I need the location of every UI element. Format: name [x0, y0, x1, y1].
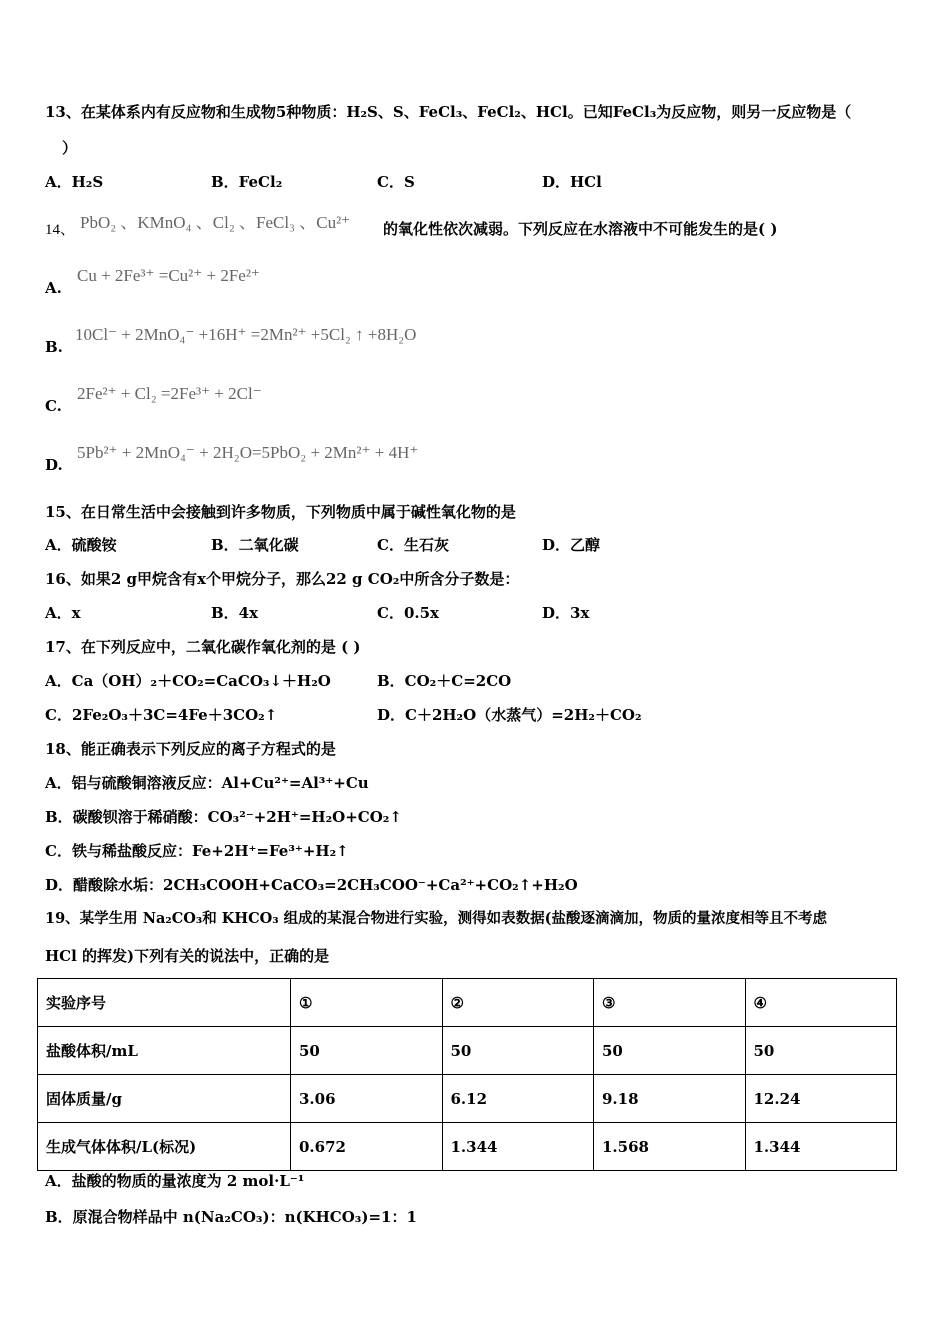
q15-option-d[interactable]: D．乙醇: [542, 536, 601, 554]
q18-option-d[interactable]: D．醋酸除水垢：2CH₃COOH+CaCO₃=2CH₃COO⁻+Ca²⁺+CO₂↑+H₂O: [45, 876, 578, 894]
q18-stem: 18、能正确表示下列反应的离子方程式的是: [45, 740, 336, 758]
table-cell: 3.06: [291, 1075, 443, 1123]
q17-option-b[interactable]: B．CO₂＋C=2CO: [377, 672, 512, 690]
q14-option-b-label[interactable]: B.: [45, 338, 63, 356]
q19-option-b[interactable]: B．原混合物样品中 n(Na₂CO₃)：n(KHCO₃)=1：1: [45, 1208, 417, 1226]
table-cell: ④: [745, 979, 897, 1027]
q13-stem-end: ）: [62, 139, 78, 157]
q16-option-a[interactable]: A．x: [45, 604, 81, 622]
q17-option-a[interactable]: A．Ca（OH）₂＋CO₂=CaCO₃↓＋H₂O: [45, 672, 331, 690]
table-cell: 0.672: [291, 1123, 443, 1171]
q14-option-d-equation: 5Pb²⁺ + 2MnO₄⁻ + 2H₂O=5PbO₂ + 2Mn²⁺ + 4H⁺: [77, 443, 419, 462]
table-cell: 50: [594, 1027, 746, 1075]
q18-option-c[interactable]: C．铁与稀盐酸反应：Fe+2H⁺=Fe³⁺+H₂↑: [45, 842, 349, 860]
table-row: [38, 1075, 897, 1123]
q16-option-c[interactable]: C．0.5x: [377, 604, 439, 622]
table-row: [38, 1123, 897, 1171]
q14-stem: 的氧化性依次减弱。下列反应在水溶液中不可能发生的是( ): [383, 220, 778, 238]
q14-option-c-equation: 2Fe²⁺ + Cl₂ =2Fe³⁺ + 2Cl⁻: [77, 384, 262, 403]
q14-option-a-equation: Cu + 2Fe³⁺ =Cu²⁺ + 2Fe²⁺: [77, 266, 260, 285]
q18-option-b[interactable]: B．碳酸钡溶于稀硝酸：CO₃²⁻+2H⁺=H₂O+CO₂↑: [45, 808, 402, 826]
table-cell: 12.24: [745, 1075, 897, 1123]
q17-option-c[interactable]: C．2Fe₂O₃＋3C=4Fe＋3CO₂↑: [45, 706, 278, 724]
q19-stem-line2: HCl 的挥发)下列有关的说法中，正确的是: [45, 947, 330, 965]
table-cell: 1.344: [745, 1123, 897, 1171]
table-row: [38, 1027, 897, 1075]
q16-option-b[interactable]: B．4x: [211, 604, 259, 622]
table-cell: 6.12: [442, 1075, 594, 1123]
q13-stem: 13、在某体系内有反应物和生成物5种物质：H₂S、S、FeCl₃、FeCl₂、HCl。已知FeCl₃为反应物，则另一反应物是（: [45, 103, 852, 121]
q16-stem: 16、如果2 g甲烷含有x个甲烷分子，那么22 g CO₂中所含分子数是：: [45, 570, 520, 588]
q19-option-a[interactable]: A．盐酸的物质的量浓度为 2 mol·L⁻¹: [45, 1172, 305, 1190]
q19-stem-line1: 19、某学生用 Na₂CO₃和 KHCO₃ 组成的某混合物进行实验，测得如表数据(盐酸逐滴滴加，物质的量浓度相等且不考虑: [45, 910, 828, 927]
table-row: [38, 979, 897, 1027]
table-cell: 1.568: [594, 1123, 746, 1171]
table-cell: 固体质量/g: [38, 1075, 291, 1123]
q15-option-a[interactable]: A．硫酸铵: [45, 536, 117, 554]
table-cell: 盐酸体积/mL: [38, 1027, 291, 1075]
q15-option-b[interactable]: B．二氧化碳: [211, 536, 299, 554]
q17-option-d[interactable]: D．C＋2H₂O（水蒸气）=2H₂＋CO₂: [377, 706, 642, 724]
q17-stem: 17、在下列反应中，二氧化碳作氧化剂的是 ( ): [45, 638, 361, 656]
q19-data-table: [37, 978, 897, 1171]
q14-option-a-label[interactable]: A.: [45, 279, 62, 297]
q18-option-a[interactable]: A．铝与硫酸铜溶液反应：Al+Cu²⁺=Al³⁺+Cu: [45, 774, 369, 792]
q14-option-c-label[interactable]: C.: [45, 397, 62, 415]
q13-option-c[interactable]: C．S: [377, 173, 415, 191]
q13-option-d[interactable]: D．HCl: [542, 173, 602, 191]
table-cell: ③: [594, 979, 746, 1027]
table-cell: 实验序号: [38, 979, 291, 1027]
q15-option-c[interactable]: C．生石灰: [377, 536, 449, 554]
q14-option-b-equation: 10Cl⁻ + 2MnO₄⁻ +16H⁺ =2Mn²⁺ +5Cl₂ ↑ +8H₂O: [75, 325, 417, 344]
q16-option-d[interactable]: D．3x: [542, 604, 590, 622]
table-cell: ②: [442, 979, 594, 1027]
table-cell: 50: [442, 1027, 594, 1075]
q14-option-d-label[interactable]: D.: [45, 456, 63, 474]
q13-option-b[interactable]: B．FeCl₂: [211, 173, 283, 191]
table-cell: 50: [745, 1027, 897, 1075]
table-cell: 1.344: [442, 1123, 594, 1171]
table-cell: 50: [291, 1027, 443, 1075]
table-cell: 生成气体体积/L(标况): [38, 1123, 291, 1171]
table-cell: 9.18: [594, 1075, 746, 1123]
q14-species: PbO₂ 、KMnO₄ 、Cl₂ 、FeCl₃ 、Cu²⁺: [80, 213, 351, 232]
q14-number: 14、: [45, 222, 76, 238]
table-cell: ①: [291, 979, 443, 1027]
q15-stem: 15、在日常生活中会接触到许多物质，下列物质中属于碱性氧化物的是: [45, 503, 516, 521]
q13-option-a[interactable]: A．H₂S: [45, 173, 104, 191]
